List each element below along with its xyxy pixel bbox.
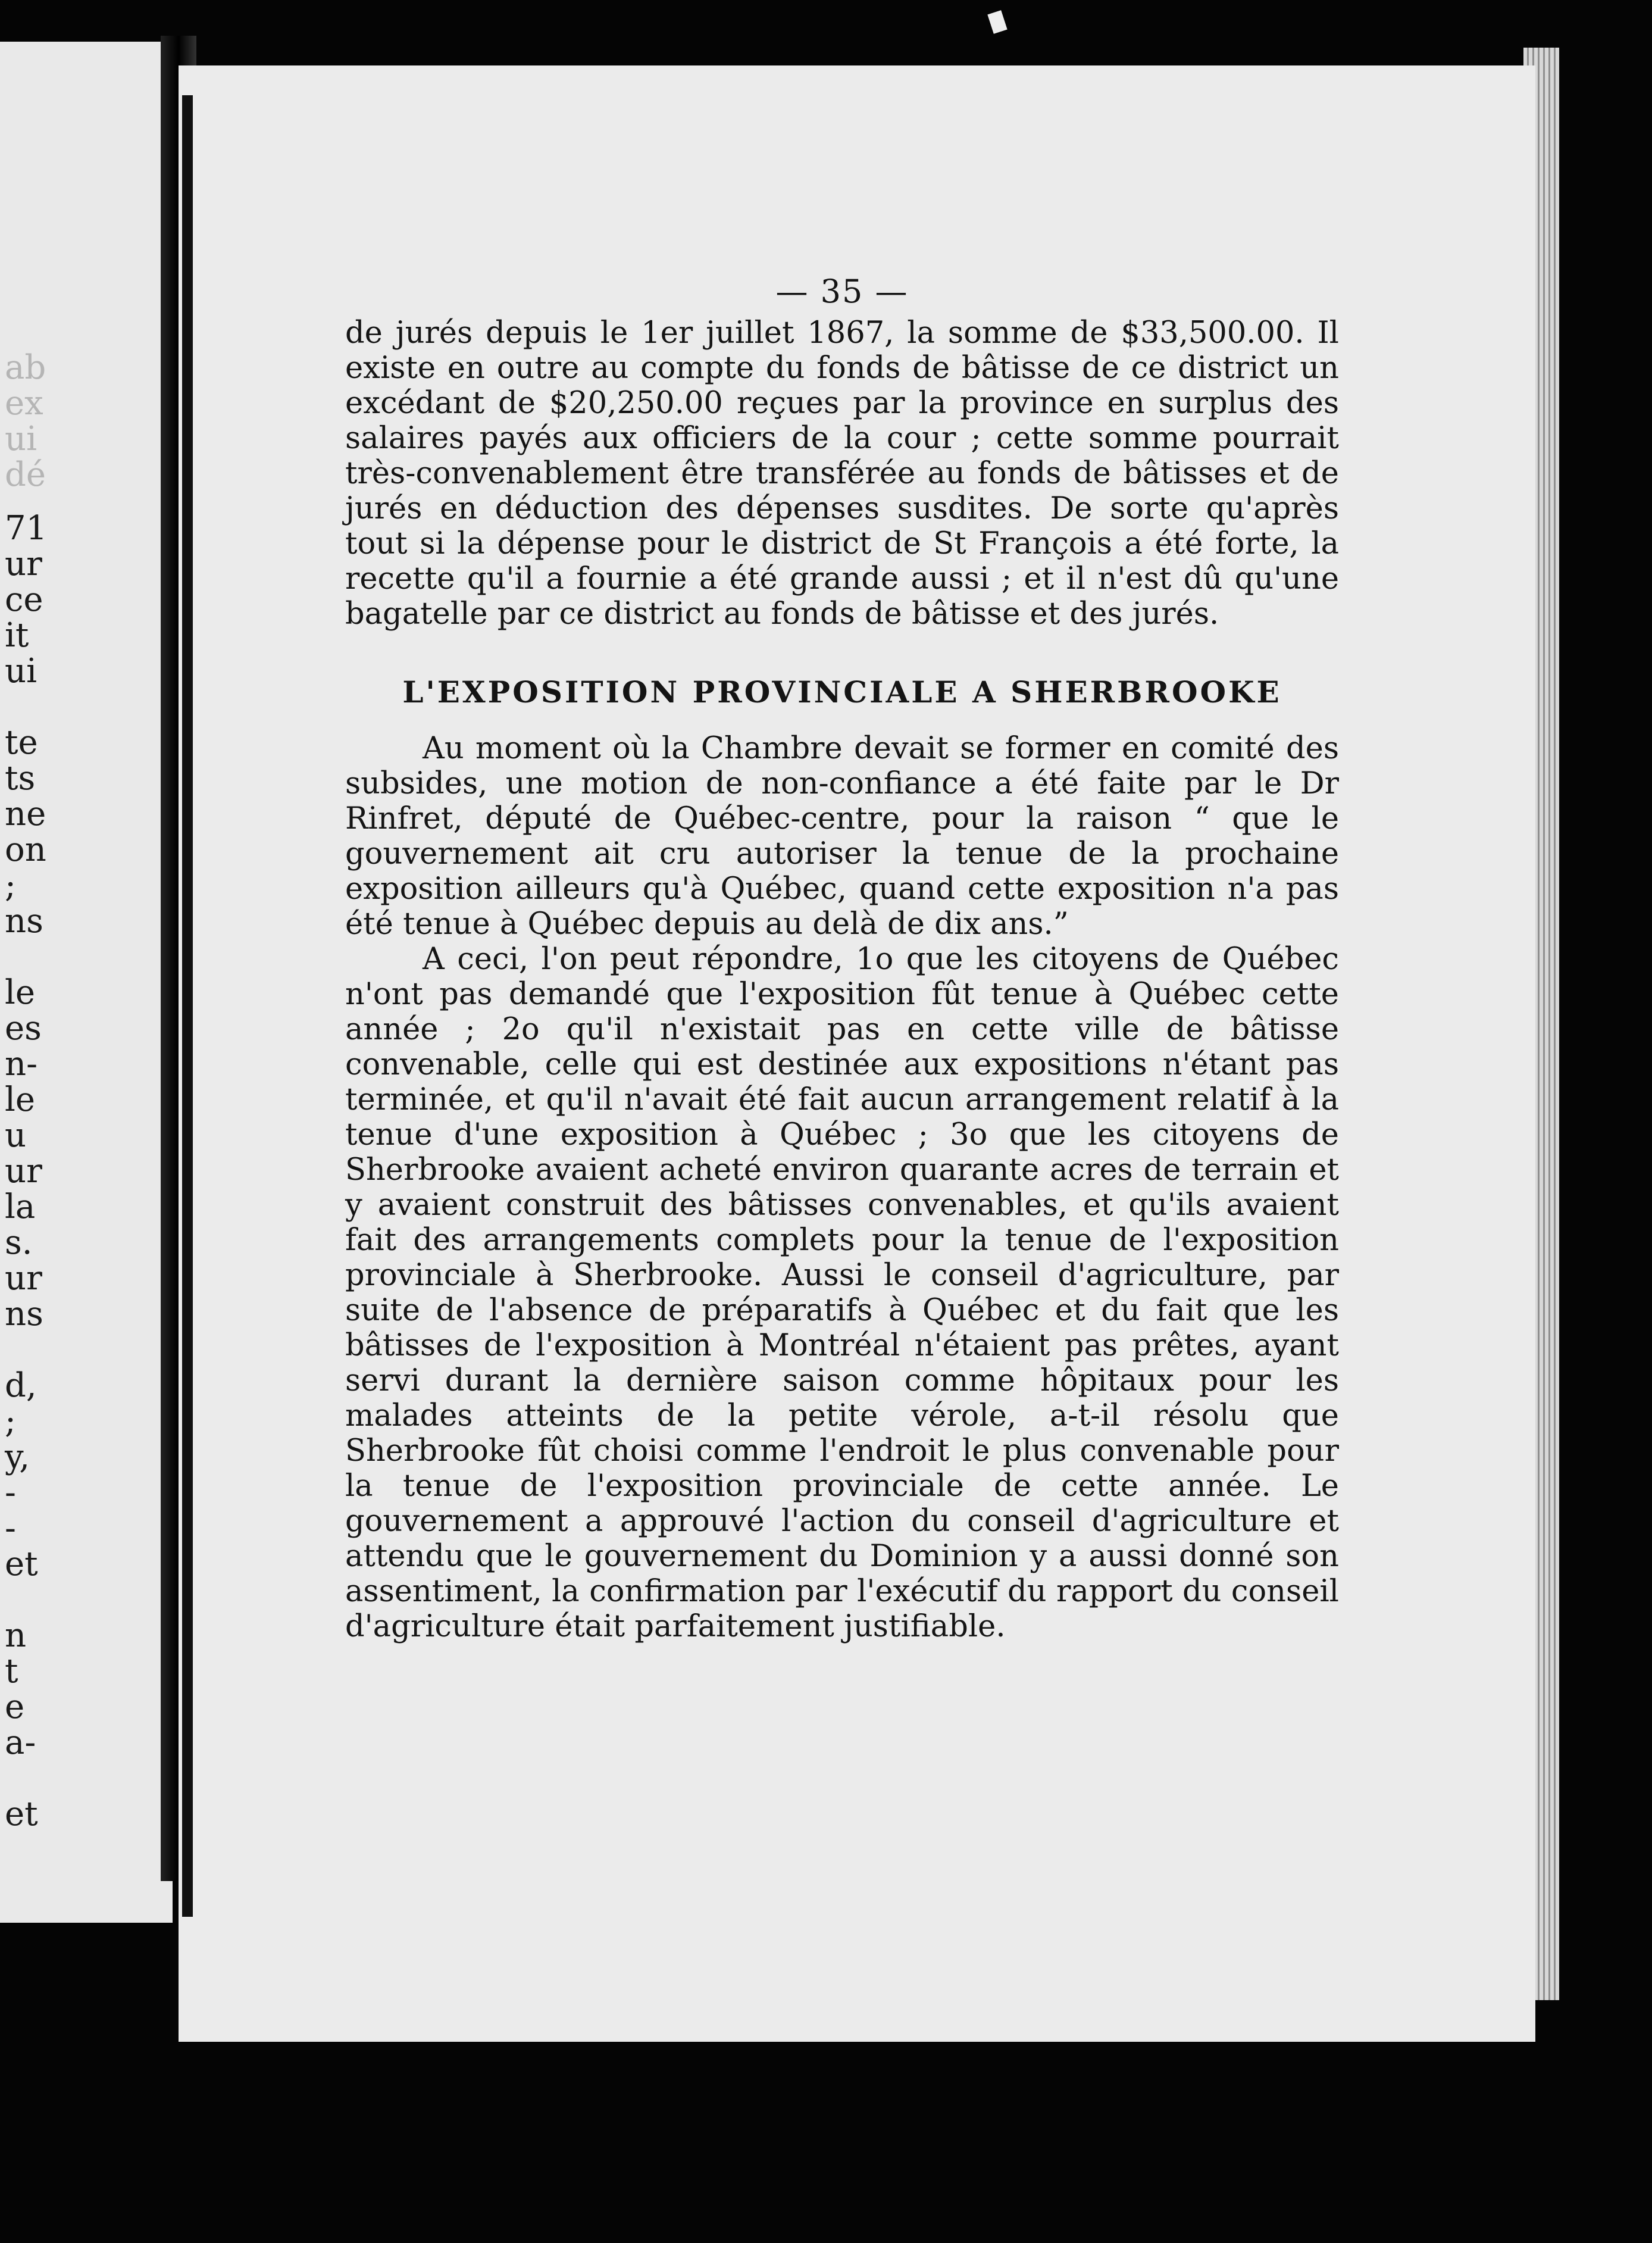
ghost-text-fragment: dé (5, 455, 46, 494)
book-page (179, 65, 1535, 2042)
margin-fragment: ui (5, 652, 37, 691)
margin-fragment: y, (5, 1438, 30, 1476)
margin-fragment: d, (5, 1366, 37, 1405)
margin-fragment: ; (5, 866, 16, 905)
margin-fragment: ur (5, 545, 42, 583)
margin-fragment: ne (5, 795, 46, 833)
margin-fragment: te (5, 723, 38, 762)
margin-fragment: - (5, 1509, 16, 1548)
margin-fragment: ns (5, 902, 43, 941)
margin-fragment: le (5, 1080, 36, 1119)
margin-fragment: le (5, 973, 36, 1012)
margin-fragment: et (5, 1795, 38, 1833)
scan-artifact (987, 10, 1007, 34)
ghost-text-fragment: ui (5, 420, 37, 458)
margin-fragment: ur (5, 1259, 42, 1298)
page-number: — 35 — (775, 273, 909, 310)
paragraph-motion: Au moment où la Chambre devait se former en comité des subsides, une motion de non-confiance a été faite par le Dr Rinfret, député de Québec-centre, pour la raison “ que le gouvernement ait cru autoriser la tenue de la prochaine exposition ailleurs qu'à Québec, quand cette exposition n'a pas été tenue à Québec depuis au delà de dix ans.” (345, 731, 1339, 942)
gutter-binding (182, 95, 193, 1917)
margin-fragment: ; (5, 1402, 16, 1441)
margin-fragment: e (5, 1688, 25, 1726)
margin-fragment: n- (5, 1045, 37, 1083)
paragraph-response: A ceci, l'on peut répondre, 1o que les citoyens de Québec n'ont pas demandé que l'exposition fût tenue à Québec cette année ; 2o qu'il n'existait pas en cette ville de bâtisse convenable, celle qui est destinée aux expositions n'étant pas terminée, et qu'il n'avait été fait aucun arrangement relatif à la tenue d'une exposition à Québec ; 3o que les citoyens de Sherbrooke avaient acheté environ quarante acres de terrain et y avaient construit des bâtisses convenables, et qu'ils avaient fait des arrangements complets pour la tenue de l'exposition provinciale à Sherbrooke. Aussi le conseil d'agriculture, par suite de l'absence de préparatifs à Québec et du fait que les bâtisses de l'exposition à Montréal n'étaient pas prêtes, ayant servi durant la dernière saison comme hôpitaux pour les malades atteints de la petite vérole, a-t-il résolu que Sherbrooke fût choisi comme l'endroit le plus convenable pour la tenue de l'exposition provinciale de cette année. Le gouvernement a approuvé l'action du conseil d'agriculture et attendu que le gouvernement du Dominion y a aussi donné son assentiment, la confirmation par l'exécutif du rapport du conseil d'agriculture était parfaitement justifiable. (345, 942, 1339, 1644)
margin-fragment: on (5, 830, 46, 869)
ghost-text-fragment: ex (5, 384, 43, 423)
margin-fragment: a- (5, 1723, 36, 1762)
section-heading: L'EXPOSITION PROVINCIALE A SHERBROOKE (402, 674, 1282, 710)
margin-fragment: ce (5, 580, 43, 619)
page-content (345, 274, 1339, 1644)
margin-fragment: u (5, 1116, 27, 1155)
margin-fragment: ns (5, 1295, 43, 1333)
margin-fragment: 71 (5, 509, 48, 548)
ghost-text-fragment: ab (5, 348, 46, 387)
margin-fragment: t (5, 1652, 18, 1691)
paragraph-intro: de jurés depuis le 1er juillet 1867, la somme de $33,500.00. Il existe en outre au compte du fonds de bâtisse de ce district un excédant de $20,250.00 reçues par la province en surplus des salaires payés aux officiers de la cour ; cette somme pourrait très-convenablement être transférée au fonds de bâtisses et de jurés en déduction des dépenses susdites. De sorte qu'après tout si la dépense pour le district de St François a été forte, la recette qu'il a fournie a été grande aussi ; et il n'est dû qu'une bagatelle par ce district au fonds de bâtisse et des jurés. (345, 315, 1339, 632)
margin-fragment: la (5, 1188, 36, 1226)
margin-fragment: s. (5, 1223, 33, 1262)
margin-fragment: ur (5, 1152, 42, 1191)
margin-fragment: ts (5, 759, 36, 798)
margin-fragment: n (5, 1616, 27, 1655)
margin-fragment: es (5, 1009, 42, 1048)
facing-page-fragment (0, 42, 173, 1923)
margin-fragment: it (5, 616, 29, 655)
margin-fragment: et (5, 1545, 38, 1583)
margin-fragment: - (5, 1473, 16, 1512)
